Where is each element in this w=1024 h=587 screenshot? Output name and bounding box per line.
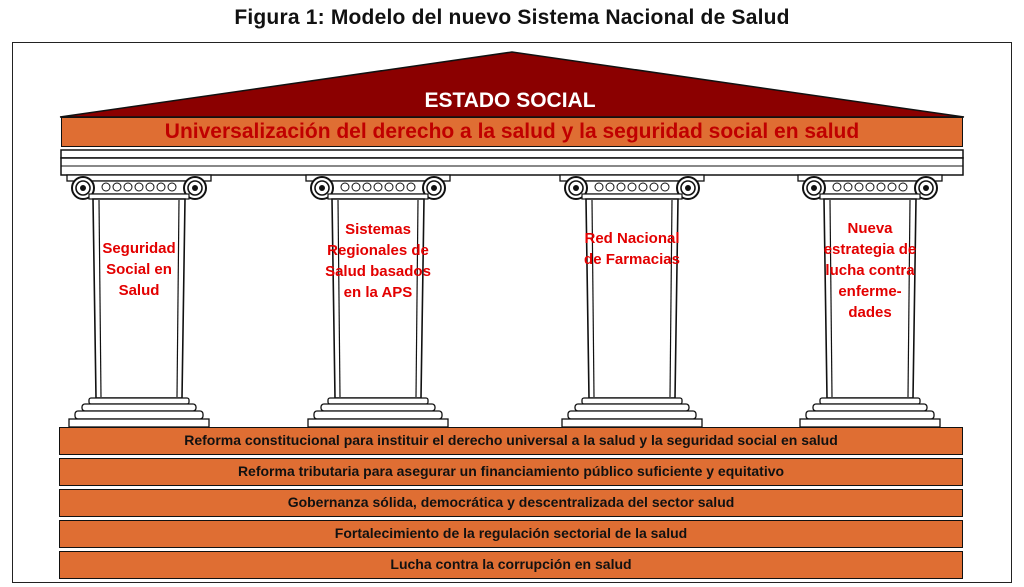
foundation-bar-1: Reforma constitucional para instituir el derecho universal a la salud y la seguridad social en salud [59, 427, 963, 455]
figure-title: Figura 1: Modelo del nuevo Sistema Nacional de Salud [234, 6, 790, 29]
pillar-label-2: Sistemas Regionales de Salud basados en la APS [325, 221, 431, 301]
foundation-bar-5: Lucha contra la corrupción en salud [59, 551, 963, 579]
roof-label: ESTADO SOCIAL [424, 89, 596, 112]
column-1 [67, 175, 211, 427]
cornice-top [61, 150, 963, 158]
pillar-label-3: Red Nacional de Farmacias [584, 230, 680, 268]
column-3 [560, 175, 704, 427]
beam-universalization: Universalización del derecho a la salud y la seguridad social en salud [61, 117, 963, 147]
pillar-label-1: Seguridad Social en Salud [102, 240, 176, 299]
foundation-bar-3: Gobernanza sólida, democrática y descentralizada del sector salud [59, 489, 963, 517]
foundation-bar-4: Fortalecimiento de la regulación sectorial de la salud [59, 520, 963, 548]
foundation-bar-2: Reforma tributaria para asegurar un financiamiento público suficiente y equitativo [59, 458, 963, 486]
pillar-label-4: Nueva estrategia de lucha contra enferme-dades [823, 220, 917, 321]
